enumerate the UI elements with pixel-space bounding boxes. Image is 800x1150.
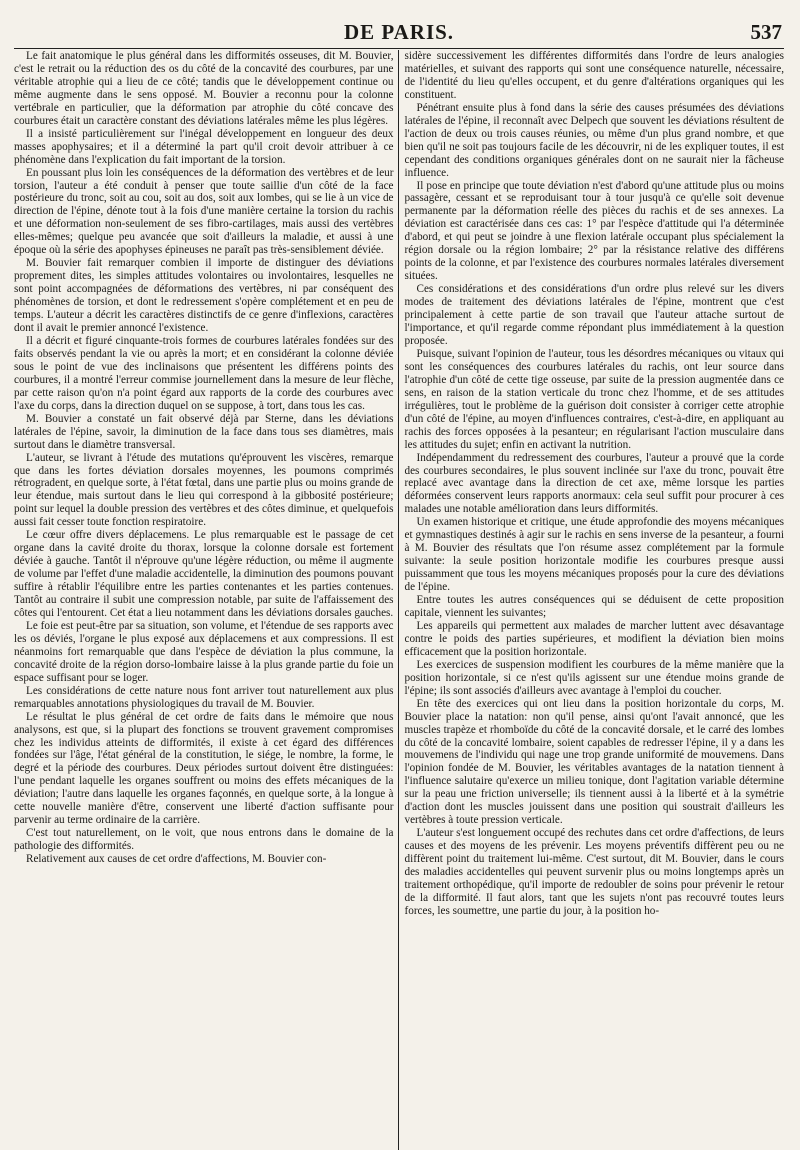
paragraph: Il a décrit et figuré cinquante-trois formes de courbures latérales fondées sur des faits observés pendant la vie ou après la mort; et en considérant la colonne déviée sous le point de vue des inclinaisons que présentent les différens points des courbures, il a montré l'erreur commise journellement dans la mesure de leur flèche, par cette raison qu'on n'a point égard aux rapports de la corde des courbures avec l'axe du corps, dans la direction duquel on se suppose, à tort, dans tous les cas. <box>14 334 394 412</box>
paragraph: Le foie est peut-être par sa situation, son volume, et l'étendue de ses rapports avec les os déviés, l'organe le plus exposé aux déplacemens et aux compressions. Il est néanmoins fort remarquable que dans l'espèce de déviation la plus commune, la concavité droite de la région dorso-lombaire laisse à la plus grande partie du foie un espace suffisant pour se loger. <box>14 619 394 684</box>
paragraph: Il a insisté particulièrement sur l'inégal développement en longueur des deux masses apophysaires; et il a déterminé la part qu'il croit devoir attribuer à ce phénomène dans l'explication du fait important de la torsion. <box>14 127 394 166</box>
header-rule <box>14 48 784 49</box>
paragraph: Un examen historique et critique, une étude approfondie des moyens mécaniques et gymnastiques destinés à agir sur le rachis en sens inverse de la pesanteur, a fourni à M. Bouvier des résultats que l'on résume assez complétement par la formule suivante: la seule position horizontale modifie les courbures presque aussi puissamment que tous les moyens mécaniques proposés pour la cure des déviations de l'épine. <box>404 516 785 594</box>
paragraph: Les exercices de suspension modifient les courbures de la même manière que la position horizontale, si ce n'est qu'ils agissent sur une étendue moins grande de l'épine; ils sont associés d'ailleurs avec avantage à l'emploi du coucher. <box>404 658 785 697</box>
paragraph: M. Bouvier fait remarquer combien il importe de distinguer des déviations proprement dites, les simples attitudes volontaires ou involontaires, lesquelles ne sont point accompagnées de déformations des vertèbres, ni par conséquent des phénomènes de torsion, et dont le redressement s'opère complétement et en peu de temps. L'auteur a décrit les caractères distinctifs de ce genre d'inflexions, caractères dont il avait le premier annoncé l'existence. <box>14 257 394 335</box>
page-number: 537 <box>750 20 782 44</box>
page-header <box>14 14 784 44</box>
left-column <box>14 50 398 1150</box>
paragraph: Il pose en principe que toute déviation n'est d'abord qu'une attitude plus ou moins passagère, cessant et se reproduisant tour à tour jusqu'à ce qu'elle soit devenue permanente par la déformation réelle des pièces du rachis et de ses annexes. La déviation est caractérisée dans ces cas: 1° par l'espèce d'attitude qui l'a déterminée d'abord, et qui peut se joindre à une flexion latérale occupant plus spécialement la région dorsale ou la région lombaire; 2° par la résistance relative des différens points de la colonne, et par l'existence des courbures normales latérales diversement situées. <box>404 179 785 283</box>
paragraph: En poussant plus loin les conséquences de la déformation des vertèbres et de leur torsion, l'auteur a été conduit à penser que toute saillie d'un côté de la face postérieure du tronc, soit au cou, soit au dos, soit aux lombes, qui se lie à un vice de direction de l'épine, dénote tout à la fois d'une manière certaine la torsion du rachis et une déformation non-seulement de ses fibro-cartilages, mais aussi des vertèbres elles-mêmes; quelque peu avancée que soit d'ailleurs la maladie, et aussi à une époque où la série des apophyses épineuses ne paraît pas très-sensiblement déviée. <box>14 166 394 257</box>
paragraph: M. Bouvier a constaté un fait observé déjà par Sterne, dans les déviations latérales de l'épine, savoir, la diminution de la face dans tous ses diamètres, mais surtout dans le diamètre transversal. <box>14 412 394 451</box>
paragraph: Relativement aux causes de cet ordre d'affections, M. Bouvier con- <box>26 853 327 866</box>
paragraph: L'auteur, se livrant à l'étude des mutations qu'éprouvent les viscères, remarque que dans les fortes déviation dorsales moyennes, les poumons comprimés rétrogradent, en quelque sorte, à l'état fœtal, dans une partie plus ou moins grande de leur étendue, mais surtout dans le lieu qui correspond à la gibbosité postérieure; point sur lequel la double pression des vertèbres et des côtes diminue, et quelquefois aussi fait cesser toute fonction respiratoire. <box>14 451 394 529</box>
paragraph: L'auteur s'est longuement occupé des rechutes dans cet ordre d'affections, de leurs causes et des moyens de les prévenir. Les moyens préventifs diffèrent peu ou ne diffèrent point du traitement lui-même. C'est surtout, dit M. Bouvier, dans le cours des maladies accidentelles qui peuvent survenir plus ou moins longtemps après un traitement orthopédique, qu'il importe de redoubler de soins pour prévenir le retour de la difformité. Il faut alors, tant que les sujets n'ont pas recouvré toutes leurs forces, les soumettre, une partie du jour, à la position ho- <box>404 827 785 917</box>
paragraph: Pénétrant ensuite plus à fond dans la série des causes présumées des déviations latérales de l'épine, il reconnaît avec Delpech que souvent les déviations résultent de l'action de deux ou trois causes réunies, ou même d'un plus grand nombre, et que bien qu'il ne soit pas toujours facile de les découvrir, ni de les expliquer toutes, il est cependant des conditions organiques générales dont on ne saurait nier la fâcheuse influence. <box>404 101 785 179</box>
paragraph: Le résultat le plus général de cet ordre de faits dans le mémoire que nous analysons, est que, si la plupart des fonctions se trouvent gravement compromises chez les individus atteints de difformités, il existe à cet égard des différences fondées sur l'âge, l'état général de la constitution, le siége, le nombre, la forme, le degré et la période des courbures. Deux périodes surtout doivent être distinguées: l'une pendant laquelle les organes souffrent ou moins des effets mécaniques de la déviation; l'autre dans laquelle les organes façonnés, en quelque sorte, à la longue à cette nouvelle manière d'être, conservent une liberté d'action suffisante pour parvenir au terme ordinaire de la carrière. <box>14 710 394 827</box>
paragraph: Entre toutes les autres conséquences qui se déduisent de cette proposition capitale, viennent les suivantes; <box>404 594 785 619</box>
paragraph: Le cœur offre divers déplacemens. Le plus remarquable est le passage de cet organe dans la cavité droite du thorax, lorsque la colonne dorsale est fortement déviée à gauche. Tantôt il n'éprouve qu'une légère réduction, ou même il augmente de volume par l'effet d'une maladie accidentelle, la diminution des poumons pouvant suffire à rétablir l'équilibre entre les parties contenantes et les parties contenues. Tantôt au contraire il subit une compression notable, par suite de l'affaissement des côtes qui l'entourent. Cet état a lieu notamment dans les déviations dorsales gauches. <box>14 529 394 619</box>
paragraph: Puisque, suivant l'opinion de l'auteur, tous les désordres mécaniques ou vitaux qui sont les conséquences des courbures latérales du rachis, ont leur source dans l'atrophie d'un côté de cette tige osseuse, par suite de la pression augmentée dans ce sens, en raison de la station verticale du tronc chez l'homme, et de ses attitudes irrégulières, tout le problème de la guérison doit consister à corriger cette atrophie d'un côté de l'épine, au moyen d'influences contraires, c'est-à-dire, en appliquant au rachis des forces opposées à la pesanteur; en régularisant l'action musculaire dans les attitudes du sujet; enfin en activant la nutrition. <box>404 347 785 451</box>
paragraph: Indépendamment du redressement des courbures, l'auteur a prouvé que la corde des courbures secondaires, le plus souvent inclinée sur l'axe du tronc, pouvait être replacé avec avantage dans la direction de cet axe, même lorsque les parties déformées conservent leurs rapports anormaux: cela seul suffit pour procurer à ces malades une notable amélioration dans leurs difformités. <box>404 451 785 516</box>
paragraph: C'est tout naturellement, on le voit, que nous entrons dans le domaine de la pathologie des difformités. <box>14 827 394 853</box>
paragraph: Le fait anatomique le plus général dans les difformités osseuses, dit M. Bouvier, c'est le retrait ou la réduction des os du côté de la concavité des courbures, par une véritable atrophie qui a lieu de ce côté; tandis que le développement continue ou même augmente dans le sens opposé. M. Bouvier a reconnu pour la colonne vertébrale en particulier, que la déformation par atrophie du côté concave des courbures était un caractère constant des déviations latérales même les plus légères. <box>14 50 394 127</box>
paragraph: En tête des exercices qui ont lieu dans la position horizontale du corps, M. Bouvier place la natation: non qu'il pense, ainsi qu'ont l'avait annoncé, que les muscles trapèze et rhomboïde du côté de la concavité dorsale, et le carré des lombes du côté de la concavité lombaire, soient capables de redresser l'épine, il y a dans les mouvemens de l'individu qui nage une trop grande uniformité de mouvemens. Dans l'opinion fondée de M. Bouvier, les véritables avantages de la natation tiennent à l'influence salutaire qu'exerce un milieu tonique, dont l'agitation variable détermine sur la peau une friction universelle; ils tiennent aussi à la liberté et à la symétrie d'action dont les muscles jouissent dans une position qui soustrait d'ailleurs les vertèbres à toute pression verticale. <box>404 697 785 827</box>
right-column <box>399 50 785 1150</box>
paragraph: Les appareils qui permettent aux malades de marcher luttent avec désavantage contre le poids des parties supérieures, et modifient la déviation bien moins efficacement que la position horizontale. <box>404 619 785 658</box>
paragraph: Les considérations de cette nature nous font arriver tout naturellement aux plus remarquables annotations physiologiques du travail de M. Bouvier. <box>14 684 394 710</box>
paragraph: Ces considérations et des considérations d'un ordre plus relevé sur les divers modes de traitement des déviations latérales de l'épine, montrent que c'est principalement à cette partie de son travail que l'auteur attache surtout de l'importance, et qu'il regarde comme répondant plus immédiatement à la question proposée. <box>404 283 785 347</box>
paragraph: sidère successivement les différentes difformités dans l'ordre de leurs analogies matérielles, et suivant des rapports qui sont une conséquence naturelle, nécessaire, de l'identité du lieu qu'elles occupent, et du genre d'altérations organiques qui les constituent. <box>404 50 785 101</box>
article-columns <box>14 50 784 1150</box>
running-title: DE PARIS. <box>343 20 455 44</box>
